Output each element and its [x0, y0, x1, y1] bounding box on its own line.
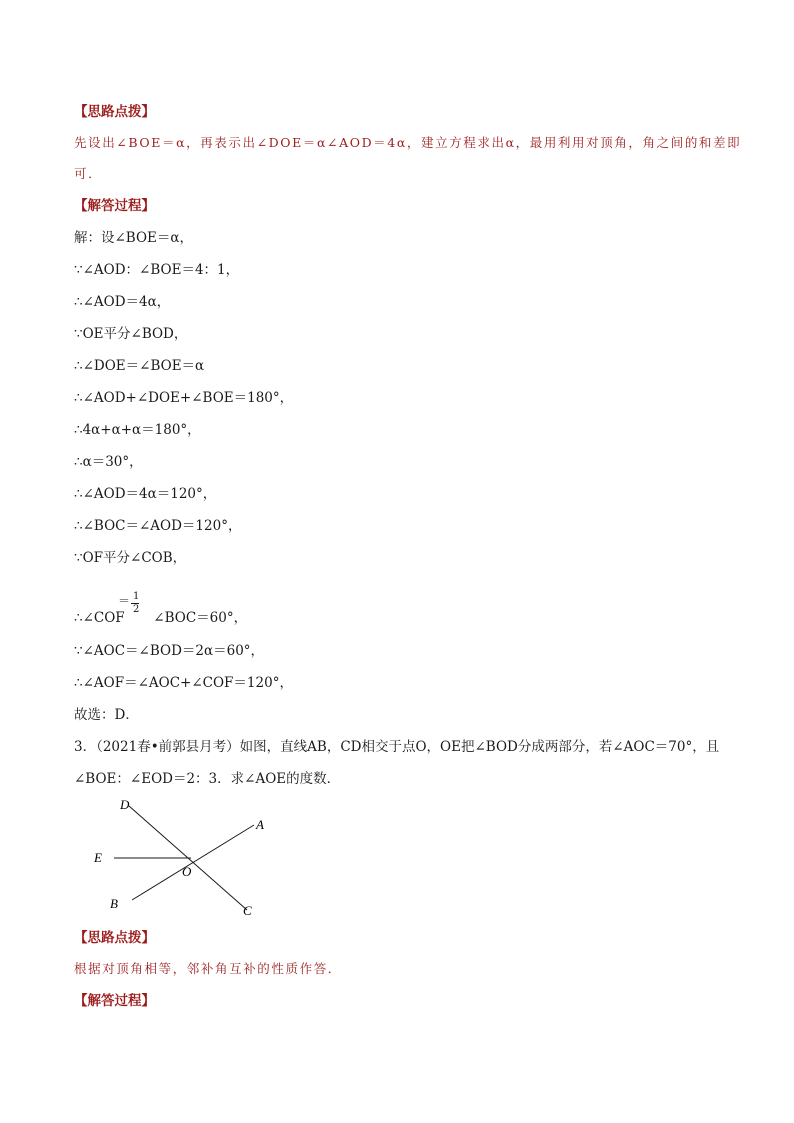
label-c: C [243, 903, 252, 918]
solution-step: ∵∠AOD：∠BOE＝4：1， [74, 262, 240, 278]
solution-step: ∴∠AOD＝4α＝120°， [74, 486, 217, 502]
line-ba [132, 825, 254, 900]
geometry-figure [74, 792, 274, 922]
problem-3-statement: 3．（2021春•前郭县月考）如图，直线AB，CD相交于点O，OE把∠BOD分成两部分，若∠AOC＝70°，且 [74, 739, 720, 755]
hint-text-2: 根据对顶角相等，邻补角互补的性质作答． [74, 961, 342, 976]
solution-step: ∴∠DOE＝∠BOE＝α [74, 358, 205, 374]
label-e: E [94, 850, 102, 865]
solution-step: ∵OF平分∠COB， [74, 550, 187, 566]
label-b: B [110, 896, 118, 911]
solution-step: ∴∠AOD＝4α， [74, 294, 171, 310]
solution-step: ∵OE平分∠BOD， [74, 326, 188, 342]
cof-suffix: ∠BOC＝60°， [153, 610, 248, 626]
solution-step: ∴∠AOD+∠DOE+∠BOE＝180°， [74, 390, 294, 406]
hint-text: 先设出∠BOE＝α，再表示出∠DOE＝α∠AOD＝4α，建立方程求出α，最用利用对顶角，角之间的和差即 [74, 135, 742, 150]
cof-prefix: ∴∠COF [74, 610, 125, 626]
solution-step: ∴∠BOC＝∠AOD＝120°， [74, 518, 242, 534]
fraction-numerator: 1 [133, 591, 140, 602]
solution-step: 故选：D． [74, 707, 139, 723]
hint-heading: 【思路点拨】 [74, 104, 155, 120]
solution-step-cof [74, 609, 247, 627]
hint-text-continued: 可． [74, 166, 103, 181]
solution-step: ∴∠AOF＝∠AOC+∠COF＝120°， [74, 675, 293, 691]
solution-step: ∴4α+α+α＝180°， [74, 422, 201, 438]
cof-equals: ＝ [118, 594, 131, 608]
solution-step: 解：设∠BOE＝α， [74, 230, 194, 246]
label-o: O [182, 864, 192, 879]
solution-step: ∵∠AOC＝∠BOD＝2α＝60°， [74, 643, 265, 659]
fraction-denominator: 2 [133, 604, 140, 615]
solution-heading: 【解答过程】 [74, 198, 155, 214]
problem-3-statement-continued: ∠BOE：∠EOD＝2：3．求∠AOE的度数． [74, 771, 341, 787]
label-a: A [256, 817, 264, 832]
solution-step: ∴α＝30°， [74, 454, 143, 470]
hint-heading-2: 【思路点拨】 [74, 930, 155, 946]
label-d: D [120, 797, 130, 812]
solution-heading-2: 【解答过程】 [74, 993, 155, 1009]
